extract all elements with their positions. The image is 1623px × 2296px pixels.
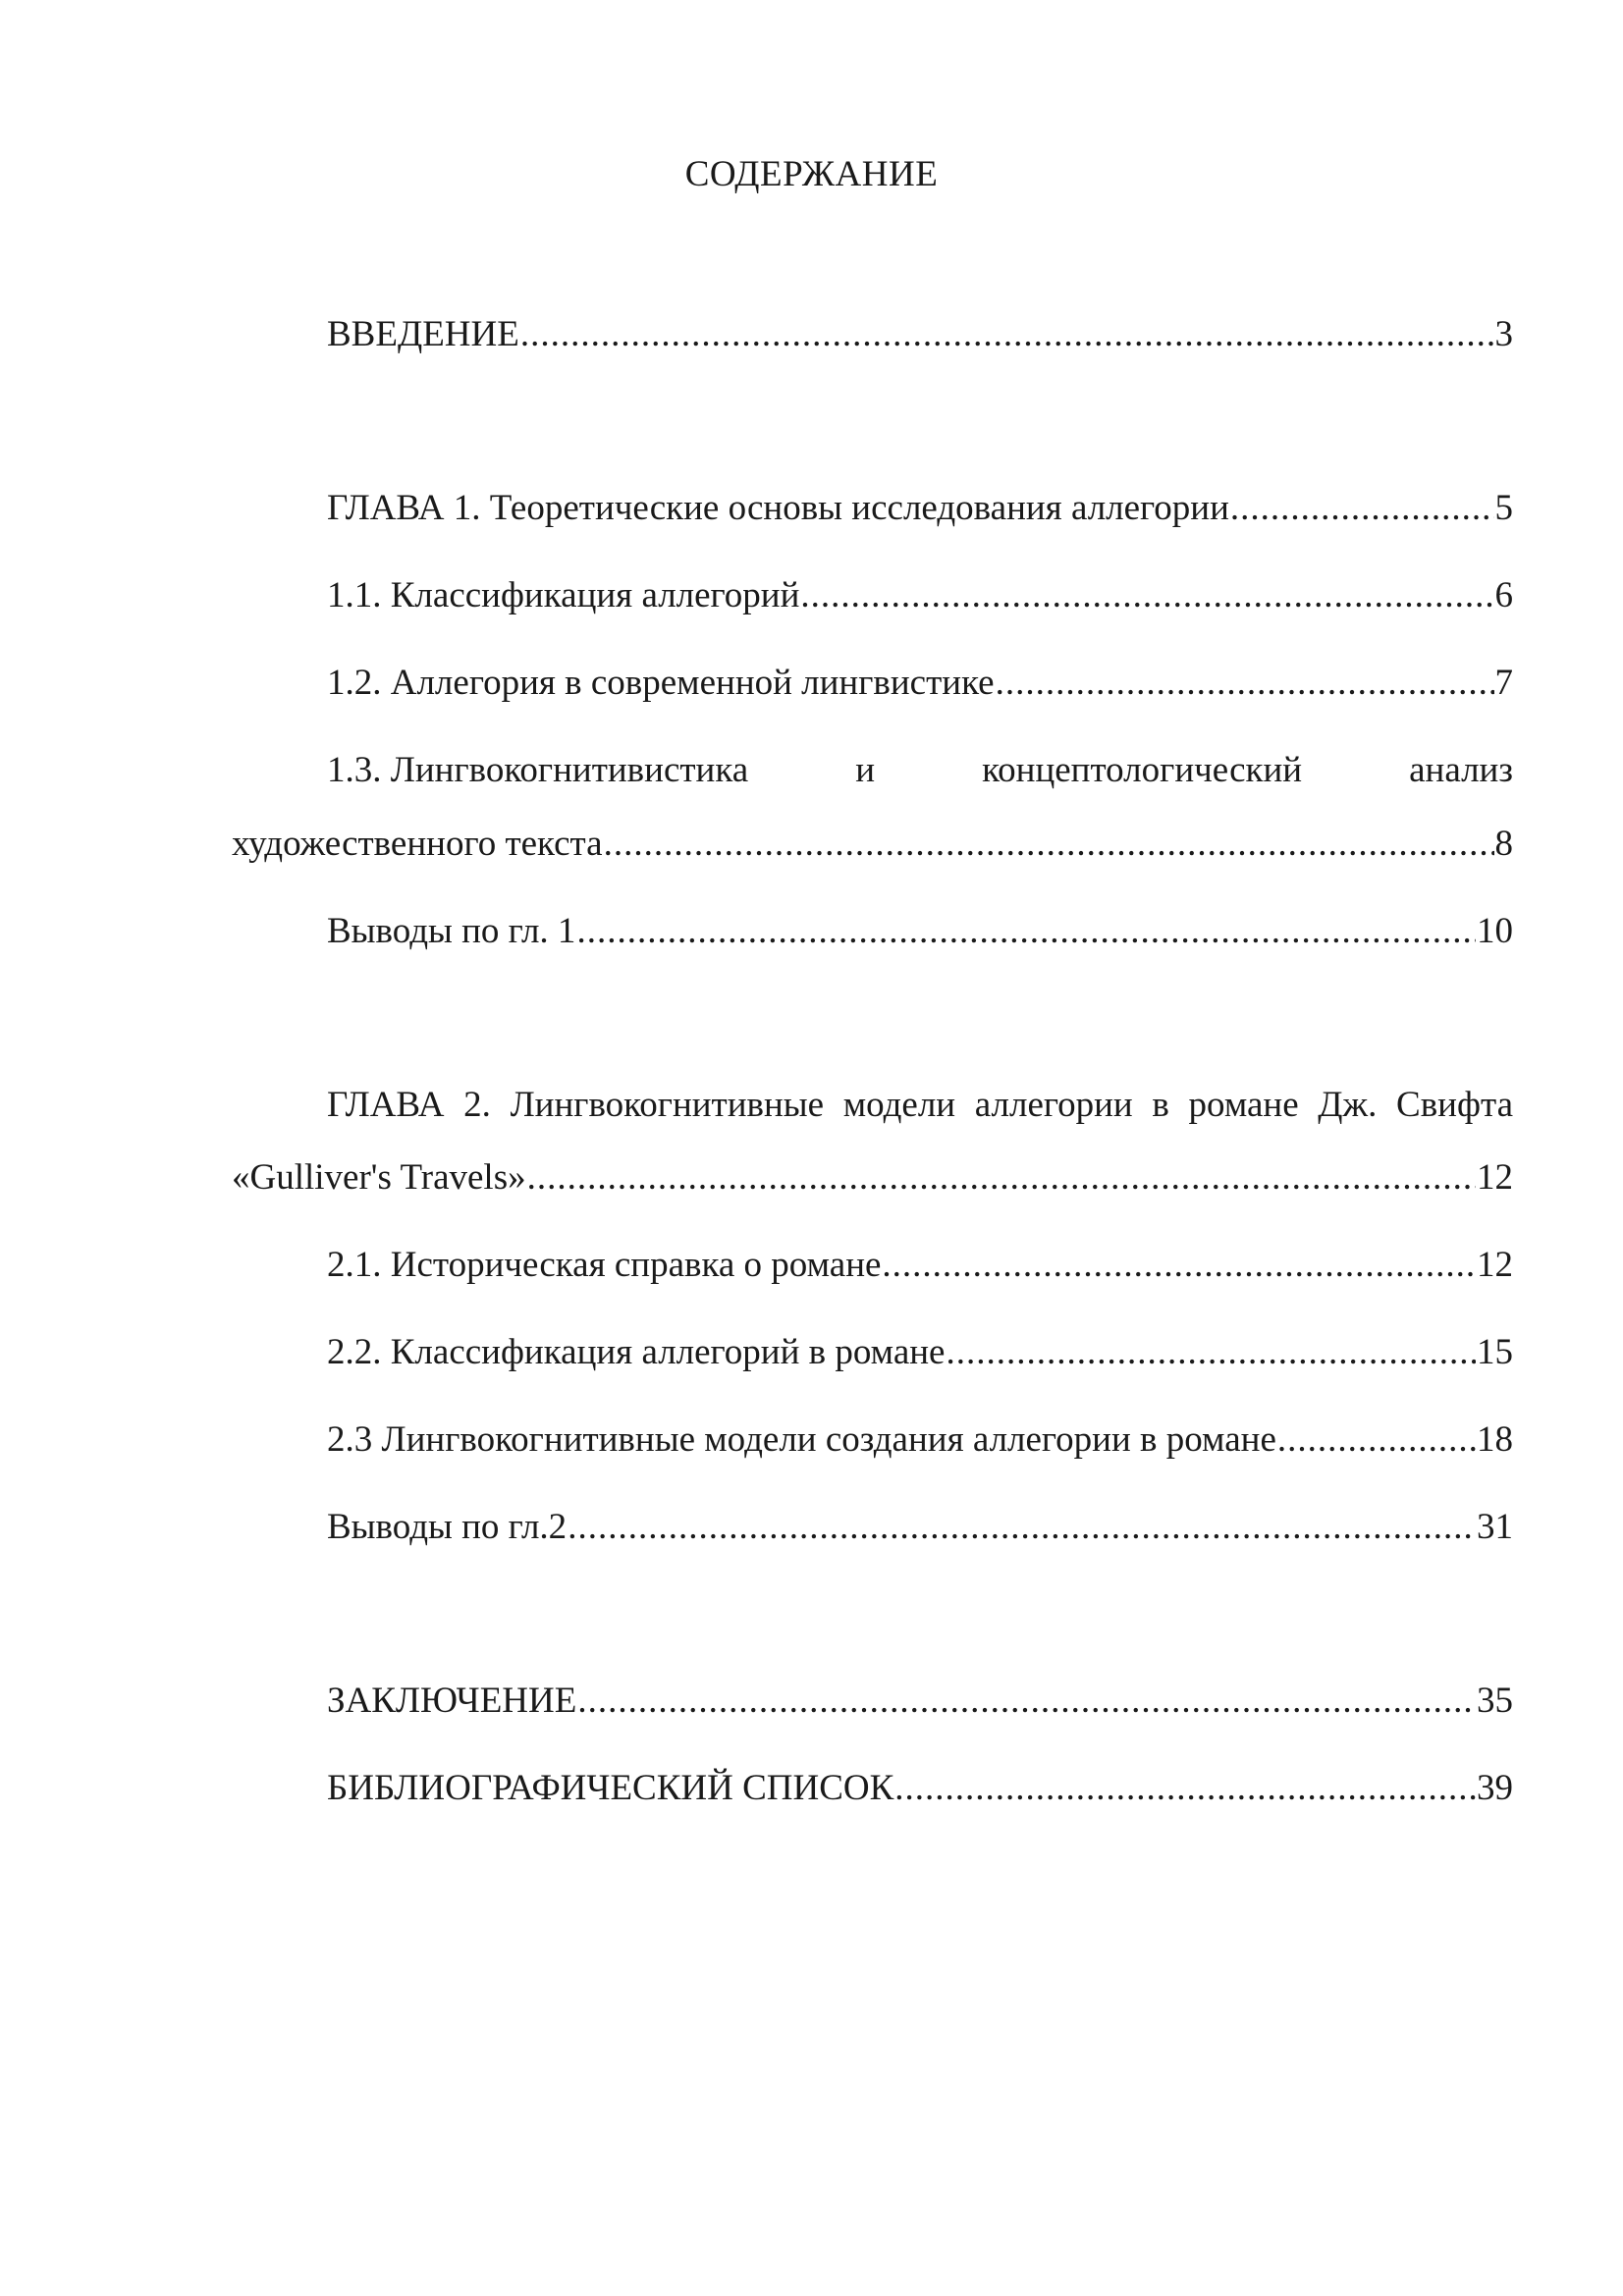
toc-entry-page: 15 <box>1477 1332 1513 1372</box>
toc-entry-introduction <box>327 312 1513 357</box>
toc-entry-page: 12 <box>1477 1245 1513 1285</box>
toc-entry-label: ЗАКЛЮЧЕНИЕ <box>327 1681 577 1721</box>
toc-leader-dots <box>568 1505 1476 1550</box>
toc-entry-page: 10 <box>1477 911 1513 951</box>
toc-leader-dots <box>604 822 1494 867</box>
toc-leader-dots <box>1230 486 1494 531</box>
toc-entry-page: 35 <box>1477 1681 1513 1721</box>
toc-entry-label: ВВЕДЕНИЕ <box>327 314 519 354</box>
toc-entry-page: 6 <box>1494 575 1513 615</box>
toc-entry-chapter-1 <box>327 486 1513 531</box>
toc-entry-page: 31 <box>1477 1507 1513 1547</box>
toc-entry-page: 7 <box>1494 663 1513 703</box>
toc-entry-label: Выводы по гл. 1 <box>327 911 576 951</box>
toc-leader-dots <box>1277 1417 1476 1463</box>
toc-entry-label: 1.2. Аллегория в современной лингвистике <box>327 663 995 703</box>
toc-entry-page: 18 <box>1477 1419 1513 1460</box>
toc-entry-chapter-2-line-2 <box>232 1155 1513 1201</box>
toc-entry-label: «Gulliver's Travels» <box>232 1157 526 1198</box>
toc-entry-section-1-1 <box>327 573 1513 618</box>
toc-entry-chapter-2-conclusions <box>327 1505 1513 1550</box>
toc-word: 1.3. Лингвокогнитивистика <box>327 750 749 790</box>
toc-entry-bibliography <box>327 1766 1513 1811</box>
toc-leader-dots <box>800 573 1493 618</box>
page-title: СОДЕРЖАНИЕ <box>684 154 939 194</box>
toc-entry-chapter-2-line-1 <box>327 1083 1513 1128</box>
toc-word: и <box>855 750 876 790</box>
toc-word: концептологический <box>982 750 1303 790</box>
toc-entry-label: БИБЛИОГРАФИЧЕСКИЙ СПИСОК <box>327 1768 894 1808</box>
toc-entry-section-2-3 <box>327 1417 1513 1463</box>
toc-entry-label: 2.3 Лингвокогнитивные модели создания аллегории в романе <box>327 1419 1276 1460</box>
toc-entry-page: 12 <box>1477 1157 1513 1198</box>
toc-entry-section-1-3-line-2 <box>232 822 1513 867</box>
toc-entry-label: художественного текста <box>232 824 603 864</box>
toc-leader-dots <box>576 909 1476 954</box>
toc-entry-label: 2.1. Историческая справка о романе <box>327 1245 882 1285</box>
toc-entry-section-1-3-line-1 <box>327 748 1513 793</box>
toc-entry-page: 8 <box>1494 824 1513 864</box>
toc-entry-page: 3 <box>1494 314 1513 354</box>
toc-entry-section-2-1 <box>327 1243 1513 1288</box>
toc-word: анализ <box>1409 750 1513 790</box>
toc-leader-dots <box>996 661 1494 706</box>
toc-entry-label: ГЛАВА 1. Теоретические основы исследования аллегории <box>327 488 1229 528</box>
toc-entry-label: Выводы по гл.2 <box>327 1507 568 1547</box>
toc-entry-conclusion <box>327 1679 1513 1724</box>
toc-entry-label: 2.2. Классификация аллегорий в романе <box>327 1332 946 1372</box>
toc-entry-section-2-2 <box>327 1330 1513 1375</box>
toc-leader-dots <box>894 1766 1476 1811</box>
toc-leader-dots <box>882 1243 1476 1288</box>
toc-entry-section-1-2 <box>327 661 1513 706</box>
toc-leader-dots <box>520 312 1494 357</box>
toc-leader-dots <box>527 1155 1476 1201</box>
toc-entry-label: 1.1. Классификация аллегорий <box>327 575 800 615</box>
toc-entry-page: 39 <box>1477 1768 1513 1808</box>
toc-leader-dots <box>577 1679 1476 1724</box>
toc-leader-dots <box>946 1330 1476 1375</box>
toc-entry-chapter-1-conclusions <box>327 909 1513 954</box>
toc-entry-page: 5 <box>1494 488 1513 528</box>
toc-entry-label: ГЛАВА 2. Лингвокогнитивные модели аллегории в романе Дж. Свифта <box>327 1085 1513 1125</box>
